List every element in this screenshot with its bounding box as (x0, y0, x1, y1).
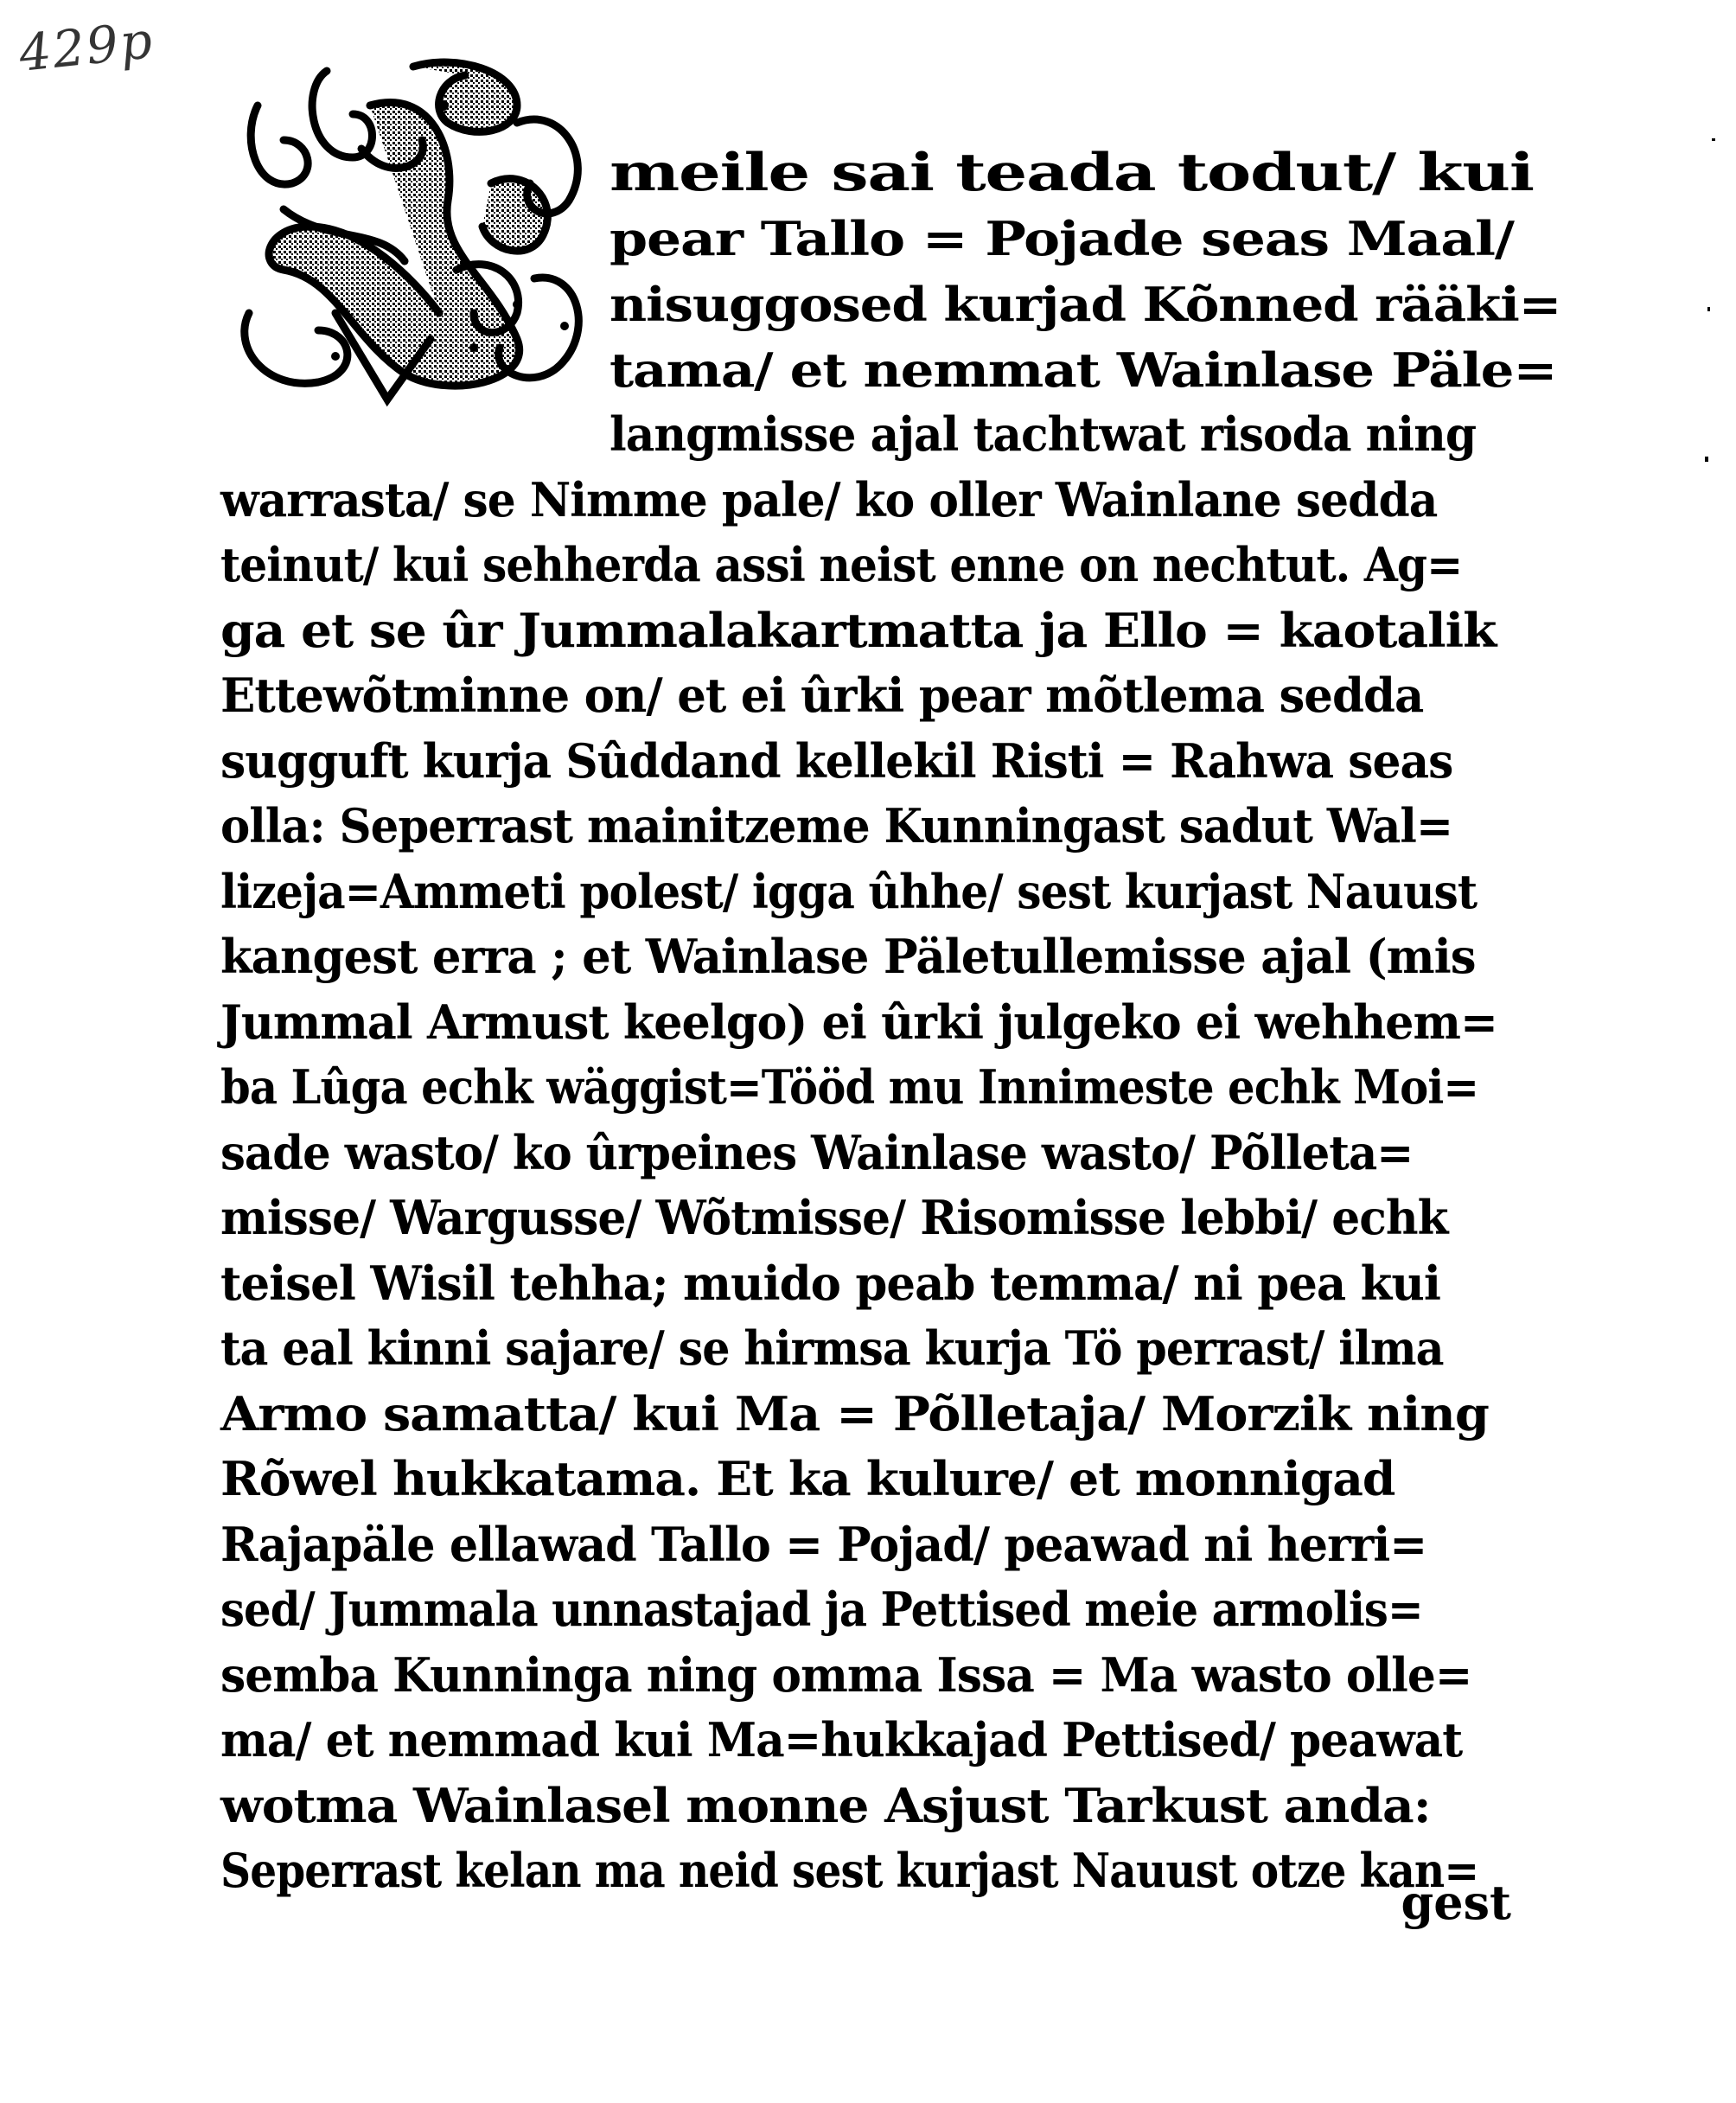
text-line-10: sugguft kurja Sûddand kellekil Risti = Rahwa seas (220, 733, 1453, 789)
text-line-22: Rajapäle ellawad Tallo = Pojad/ peawad ni herri= (220, 1517, 1427, 1572)
text-line-8: ga et se ûr Jummalakartmatta ja Ello = kaotalik (220, 603, 1497, 658)
text-line-27: Seperrast kelan ma neid sest kurjast Nauust otze kan= (220, 1843, 1479, 1898)
catchword: gest (1401, 1875, 1511, 1930)
text-line-19: ta eal kinni sajare/ se hirmsa kurja Tö perrast/ ilma (220, 1320, 1444, 1376)
scan-speck (1712, 138, 1715, 141)
text-line-3: nisuggosed kurjad Kõnned rääki= (610, 277, 1561, 332)
text-line-1: meile sai teada todut/ kui (610, 143, 1534, 203)
drop-cap-ornament-icon (232, 54, 599, 408)
text-line-4: tama/ et nemmat Wainlase Päle= (610, 342, 1557, 398)
text-line-14: Jummal Armust keelgo) ei ûrki julgeko ei wehhem= (220, 994, 1497, 1050)
text-line-6: warrasta/ se Nimme pale/ ko oller Wainlane sedda (220, 472, 1438, 527)
text-line-9: Ettewõtminne on/ et ei ûrki pear mõtlema sedda (220, 668, 1424, 723)
text-line-21: Rõwel hukkatama. Et ka kulure/ et monnigad (220, 1451, 1395, 1506)
scan-speck (1705, 457, 1708, 462)
text-line-16: sade wasto/ ko ûrpeines Wainlase wasto/ Põlleta= (220, 1125, 1414, 1180)
text-line-5: langmisse ajal tachtwat risoda ning (610, 406, 1477, 462)
text-line-24: semba Kunninga ning omma Issa = Ma wasto olle= (220, 1647, 1472, 1703)
text-line-25: ma/ et nemmad kui Ma=hukkajad Pettised/ peawat (220, 1712, 1463, 1767)
text-line-17: misse/ Wargusse/ Wõtmisse/ Risomisse lebbi/ echk (220, 1190, 1448, 1245)
text-line-2: pear Tallo = Pojade seas Maal/ (610, 211, 1514, 266)
ornamental-drop-cap (232, 54, 599, 408)
text-line-23: sed/ Jummala unnastajad ja Pettised meie armolis= (220, 1582, 1423, 1637)
text-line-26: wotma Wainlasel monne Asjust Tarkust anda: (220, 1778, 1431, 1833)
text-line-11: olla: Seperrast mainitzeme Kunningast sadut Wal= (220, 798, 1452, 853)
text-line-12: lizeja=Ammeti polest/ igga ûhhe/ sest kurjast Nauust (220, 864, 1478, 919)
text-line-13: kangest erra ; et Wainlase Päletullemisse ajal (mis (220, 929, 1476, 984)
handwritten-folio-note: 429p (16, 10, 156, 83)
text-line-18: teisel Wisil tehha; muido peab temma/ ni pea kui (220, 1256, 1440, 1311)
text-line-7: teinut/ kui sehherda assi neist enne on nechtut. Ag= (220, 537, 1463, 592)
scan-speck (1707, 307, 1710, 311)
text-line-15: ba Lûga echk wäggist=Tööd mu Innimeste echk Moi= (220, 1059, 1479, 1115)
text-line-20: Armo samatta/ kui Ma = Põlletaja/ Morzik ning (220, 1386, 1489, 1441)
